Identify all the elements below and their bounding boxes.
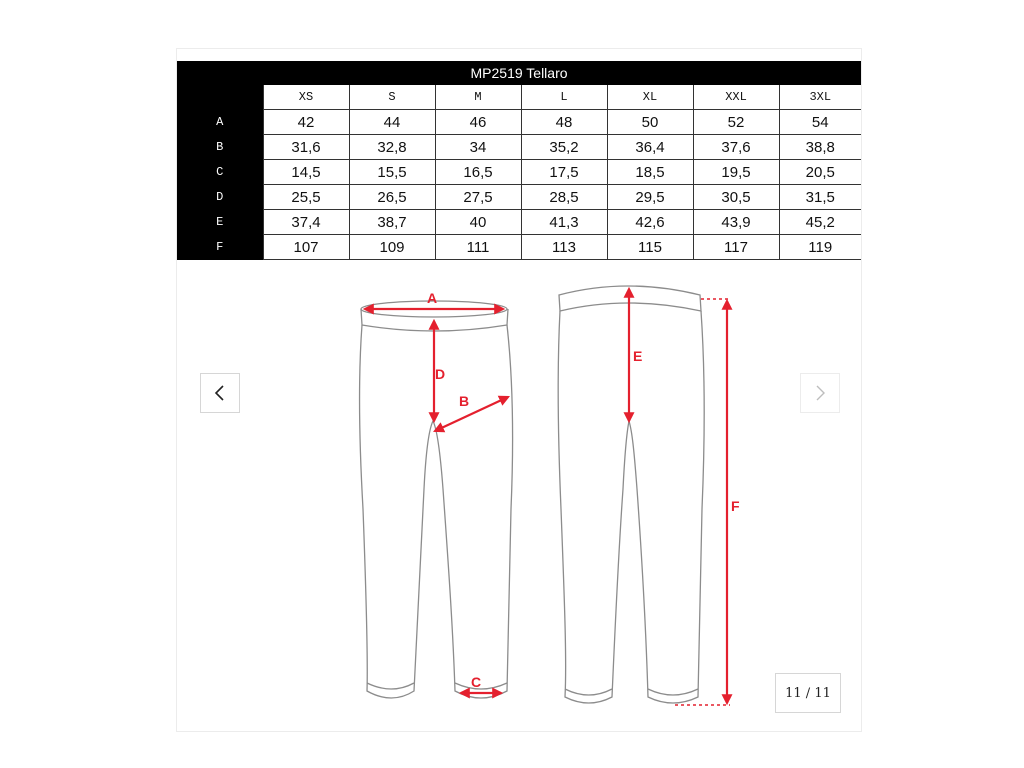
table-cell: 25,5 bbox=[263, 185, 349, 210]
table-cell: 20,5 bbox=[779, 160, 861, 185]
table-cell: 37,6 bbox=[693, 135, 779, 160]
measure-b-label: B bbox=[459, 393, 470, 409]
previous-image-button[interactable] bbox=[200, 373, 240, 413]
table-title: MP2519 Tellaro bbox=[177, 61, 861, 85]
table-cell: 32,8 bbox=[349, 135, 435, 160]
table-cell: 14,5 bbox=[263, 160, 349, 185]
counter-current: 11 bbox=[785, 685, 802, 701]
image-counter bbox=[775, 673, 841, 713]
table-cell: 50 bbox=[607, 110, 693, 135]
size-header: XXL bbox=[693, 85, 779, 110]
size-header: 3XL bbox=[779, 85, 861, 110]
table-cell: 117 bbox=[693, 235, 779, 260]
image-viewer bbox=[176, 48, 862, 732]
row-label: F bbox=[177, 235, 263, 260]
table-cell: 42 bbox=[263, 110, 349, 135]
table-cell: 113 bbox=[521, 235, 607, 260]
table-cell: 17,5 bbox=[521, 160, 607, 185]
table-cell: 109 bbox=[349, 235, 435, 260]
size-header: S bbox=[349, 85, 435, 110]
table-cell: 111 bbox=[435, 235, 521, 260]
measure-b-arrow bbox=[435, 397, 508, 431]
table-cell: 27,5 bbox=[435, 185, 521, 210]
size-header: XS bbox=[263, 85, 349, 110]
measure-f-label: F bbox=[731, 498, 740, 514]
front-view-outline bbox=[359, 301, 512, 698]
row-label: E bbox=[177, 210, 263, 235]
table-cell: 34 bbox=[435, 135, 521, 160]
table-cell: 15,5 bbox=[349, 160, 435, 185]
back-view-outline bbox=[558, 286, 704, 703]
table-cell: 46 bbox=[435, 110, 521, 135]
table-cell: 41,3 bbox=[521, 210, 607, 235]
table-cell: 115 bbox=[607, 235, 693, 260]
measurement-arrows bbox=[365, 289, 730, 705]
pants-diagram bbox=[177, 49, 861, 731]
table-cell: 107 bbox=[263, 235, 349, 260]
next-image-button[interactable] bbox=[800, 373, 840, 413]
table-cell: 19,5 bbox=[693, 160, 779, 185]
table-cell: 30,5 bbox=[693, 185, 779, 210]
table-cell: 26,5 bbox=[349, 185, 435, 210]
measure-d-label: D bbox=[435, 366, 446, 382]
row-label: C bbox=[177, 160, 263, 185]
table-cell: 54 bbox=[779, 110, 861, 135]
table-cell: 40 bbox=[435, 210, 521, 235]
table-cell: 36,4 bbox=[607, 135, 693, 160]
table-cell: 52 bbox=[693, 110, 779, 135]
table-cell: 35,2 bbox=[521, 135, 607, 160]
table-cell: 45,2 bbox=[779, 210, 861, 235]
table-cell: 44 bbox=[349, 110, 435, 135]
measure-e-label: E bbox=[633, 348, 643, 364]
size-header: M bbox=[435, 85, 521, 110]
measure-c-label: C bbox=[471, 674, 482, 690]
table-cell: 48 bbox=[521, 110, 607, 135]
table-cell: 28,5 bbox=[521, 185, 607, 210]
table-cell: 29,5 bbox=[607, 185, 693, 210]
table-cell: 38,8 bbox=[779, 135, 861, 160]
counter-total: 11 bbox=[814, 685, 831, 701]
table-cell: 31,6 bbox=[263, 135, 349, 160]
chevron-left-icon bbox=[213, 384, 227, 402]
size-header: L bbox=[521, 85, 607, 110]
chevron-right-icon bbox=[813, 384, 827, 402]
table-cell: 38,7 bbox=[349, 210, 435, 235]
size-header: XL bbox=[607, 85, 693, 110]
table-cell: 42,6 bbox=[607, 210, 693, 235]
table-cell: 37,4 bbox=[263, 210, 349, 235]
row-label: A bbox=[177, 110, 263, 135]
row-label: B bbox=[177, 135, 263, 160]
table-cell: 119 bbox=[779, 235, 861, 260]
table-cell: 18,5 bbox=[607, 160, 693, 185]
table-cell: 43,9 bbox=[693, 210, 779, 235]
measure-a-label: A bbox=[427, 290, 438, 306]
row-label: D bbox=[177, 185, 263, 210]
table-cell: 31,5 bbox=[779, 185, 861, 210]
table-cell: 16,5 bbox=[435, 160, 521, 185]
counter-separator: / bbox=[801, 685, 815, 701]
